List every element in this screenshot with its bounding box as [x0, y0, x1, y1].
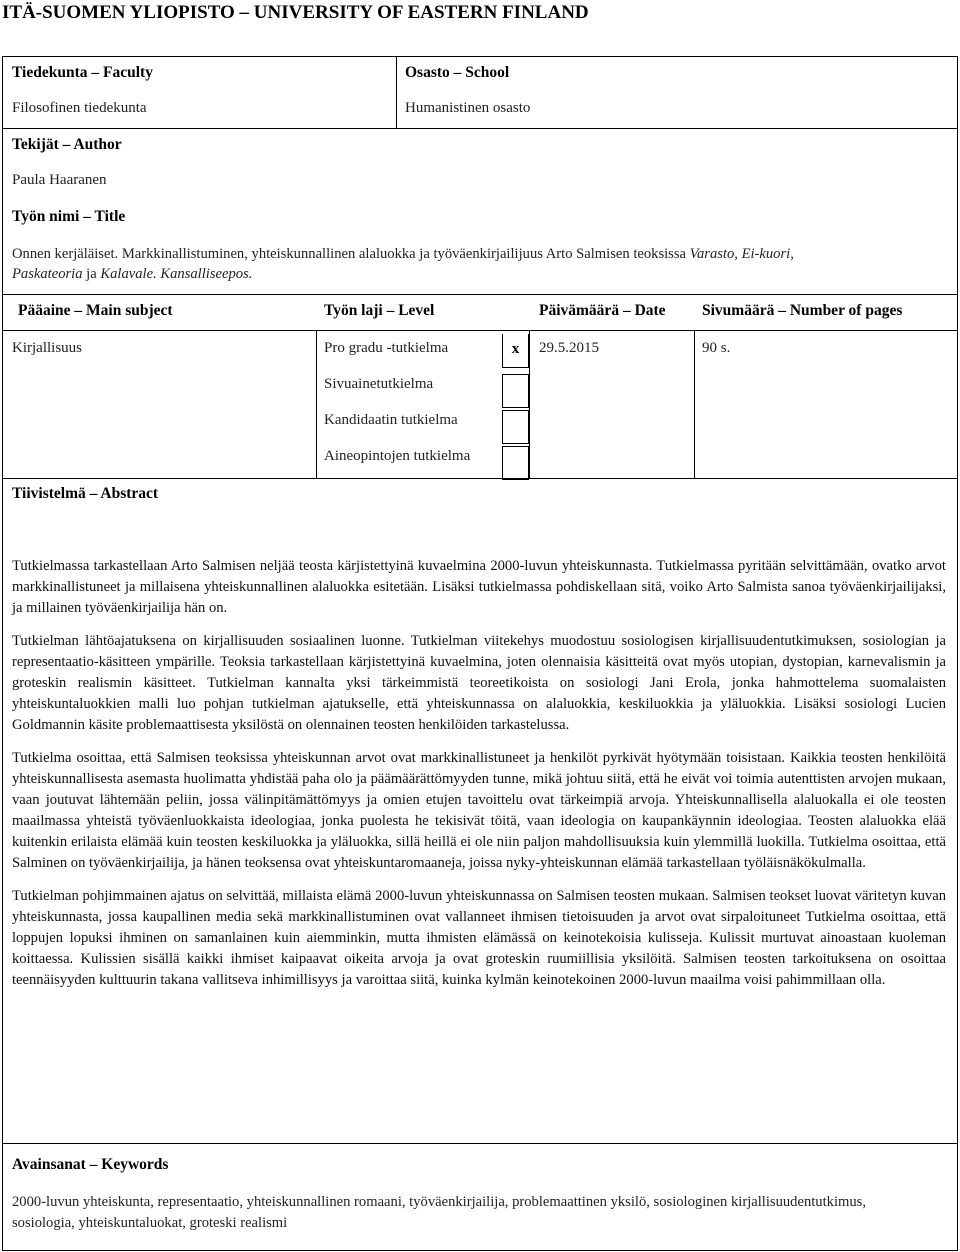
- title-label: Työn nimi – Title: [12, 208, 126, 225]
- level-checkbox-pro-gradu[interactable]: x: [502, 334, 529, 368]
- row-divider-1: [2, 128, 958, 129]
- date-label: Päivämäärä – Date: [539, 302, 666, 319]
- university-heading: ITÄ-SUOMEN YLIOPISTO – UNIVERSITY OF EASTERN FINLAND: [2, 2, 589, 23]
- faculty-school-divider: [396, 56, 397, 128]
- faculty-label: Tiedekunta – Faculty: [12, 64, 153, 81]
- keywords-value: 2000-luvun yhteiskunta, representaatio, yhteiskunnallinen romaani, työväenkirjailija, problemaattinen yksilö, sosiologinen kirjallisuudentutkimus, sosiologia, yhteiskuntaluokat, groteski realismi: [12, 1194, 866, 1231]
- thesis-title: [12, 244, 947, 284]
- keywords-label: Avainsanat – Keywords: [12, 1156, 169, 1173]
- frame-right: [957, 56, 958, 1251]
- pages-label: Sivumäärä – Number of pages: [702, 302, 903, 319]
- title-text-2: ja: [82, 266, 101, 282]
- subject-value: Kirjallisuus: [12, 340, 82, 356]
- school-value: Humanistinen osasto: [405, 100, 531, 116]
- level-checkbox-kandidaatti[interactable]: [502, 410, 529, 444]
- pages-value: 90 s.: [702, 340, 731, 356]
- level-option-kandidaatti: Kandidaatin tutkielma: [324, 412, 458, 428]
- col-divider-2: [529, 330, 530, 478]
- abstract-paragraph-4: Tutkielman pohjimmainen ajatus on selvittää, millaista elämä 2000-luvun yhteiskunnassa on Salmisen teosten mukaan. Salmisen teokset luovat väritetyn kuvan yhteiskunnasta, jossa kaupallinen media sekä markkinallistuminen ovat vallanneet ihmisen tietoisuuden ja arvot ovat sirpaloituneet Tutkielma osoittaa, että loppujen lopuksi ihminen on samanlainen kuin aiemminkin, mutta ihmisten elämässä on keinotekoisia kulisseja. Kulissit murtuvat ainoastaan kuoleman koittaessa. Kulissien sisällä kaikki ihmiset kaipaavat oikeita arvoja ja ovat groteskin ruumiillisia yksilöitä. Salmisen teosten tarkoituksena on osoittaa teennäisyyden kulttuurin takana vallitseva inhimillisyys ja varoittaa siitä, kuinka kylmän keinotekoinen 2000-luvun maailma voisi pahimmillaan olla.: [12, 888, 946, 988]
- level-label: Työn laji – Level: [324, 302, 435, 319]
- frame-top: [2, 56, 958, 57]
- level-option-pro-gradu: Pro gradu -tutkielma: [324, 340, 449, 356]
- abstract-paragraph-1: Tutkielmassa tarkastellaan Arto Salmisen neljää teosta kärjistettyinä kuvaelmina 2000-luvun yhteiskunnasta. Tutkielmassa pyritään selvittämään, ovatko arvot markkinallistuneet ja millaisena yhteiskunnallinen alaluokka esitetään. Lisäksi tutkielmassa pohdiskellaan sitä, voiko Arto Salmista sanoa työväenkirjailijaksi, ja millainen työväenkirjailija hän on.: [12, 558, 946, 616]
- level-option-aineopinnot: Aineopintojen tutkielma: [324, 448, 471, 464]
- row-divider-2: [2, 294, 958, 295]
- title-italic-1: Varasto, Ei-kuori,: [689, 246, 794, 262]
- frame-bottom: [2, 1250, 958, 1251]
- level-checkbox-sivuaine[interactable]: [502, 374, 529, 408]
- title-italic-3: Kalavale. Kansalliseepos.: [100, 266, 253, 282]
- col-divider-3: [694, 330, 695, 478]
- date-value: 29.5.2015: [539, 340, 599, 356]
- author-label: Tekijät – Author: [12, 136, 122, 153]
- row-divider-3: [2, 330, 958, 331]
- abstract-body: [12, 556, 946, 1003]
- row-divider-4: [2, 478, 958, 479]
- abstract-label: Tiivistelmä – Abstract: [12, 485, 159, 502]
- author-value: Paula Haaranen: [12, 172, 107, 188]
- col-divider-1: [316, 330, 317, 478]
- abstract-paragraph-2: Tutkielman lähtöajatuksena on kirjallisuuden sosiaalinen luonne. Tutkielman viitekehys muodostuu sosiologisen kirjallisuudentutkimuksen, sosiologian ja representaatio-käsitteen ympärille. Teoksia tarkastellaan kärjistettyinä kuvaelmina, joten olennaisia käsitteitä ovat myös utopian, dystopian, karnevalismin ja groteskin realismin käsitteet. Tutkielman kannalta yksi tärkeimmistä teoreetikoista on sosiologi Jani Erola, jonka hahmottelema suomalaisten yhteiskuntaluokkien malli luo pohjan tutkielman ajatukselle, että yhteiskunnassa on alaluokkia, keskiluokkia ja yläluokkia. Lisäksi sosiologi Lucien Goldmannin käsite problemaattisesta yksilöstä on olennainen teosten henkilöiden tarkastelussa.: [12, 633, 946, 733]
- abstract-paragraph-3: Tutkielma osoittaa, että Salmisen teoksissa yhteiskunnan arvot ovat markkinallistuneet ja henkilöt pyrkivät hyötymään toisistaan. Kaikkia teosten henkilöitä yhteiskunnallisesta asemasta huolimatta yhdistää paha olo ja päämäärättömyyden tunne, mikä johtuu siitä, että he eivät voi toimia autenttisten arvojen mukaan, vaan joutuvat lähtemään peliin, jossa välinpitämättömyys ja omien etujen tavoittelu ovat tärkeimpiä arvoja. Yhteiskunnallisella alaluokalla ei ole teosten maailmassa yhteistä työväenluokkaista ideologiaa, jonka puolesta he tekisivät töitä, vaan ideologia on kaupankäynnin ideologiaa. Teosten alaluokka elää kuitenkin erilaista elämää kuin teosten keskiluokka ja yläluokka, sillä heillä ei ole niin paljon mahdollisuuksia kuin ylemmillä luokilla. Tutkielma osoittaa, että Salminen on työväenkirjailija, ja hänen teoksensa ovat yhteiskuntaromaaneja, joissa nyky-yhteiskunnan elämää tarkastellaan työläisnäkökulmalla.: [12, 750, 946, 871]
- level-checkbox-aineopinnot[interactable]: [502, 446, 529, 480]
- school-label: Osasto – School: [405, 64, 510, 81]
- title-text-1: Onnen kerjäläiset. Markkinallistuminen, yhteiskunnallinen alaluokka ja työväenkirjailijuus Arto Salmisen teoksissa: [12, 246, 690, 262]
- row-divider-5: [2, 1143, 958, 1144]
- title-italic-2: Paskateoria: [12, 266, 83, 282]
- faculty-value: Filosofinen tiedekunta: [12, 100, 147, 116]
- subject-label: Pääaine – Main subject: [18, 302, 173, 319]
- level-option-sivuaine: Sivuainetutkielma: [324, 376, 434, 392]
- frame-left: [2, 56, 3, 1251]
